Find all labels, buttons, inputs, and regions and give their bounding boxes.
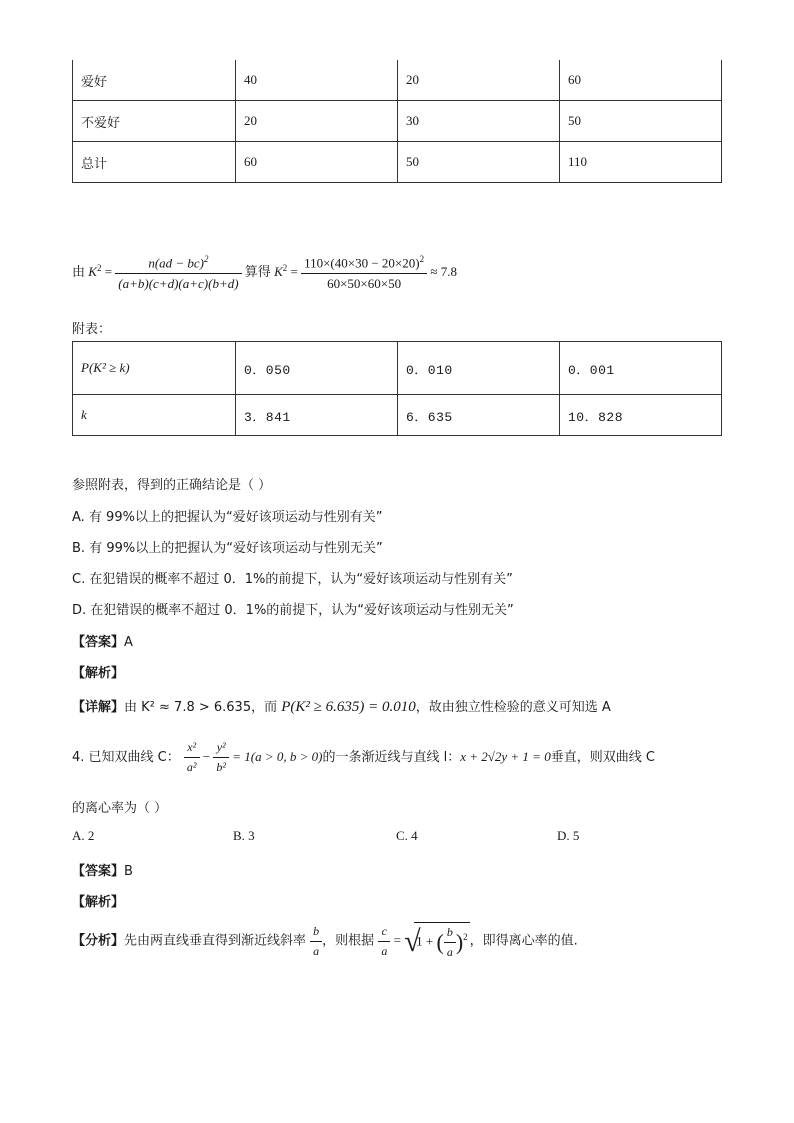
table-cell: 0．001 bbox=[560, 342, 722, 395]
table-cell: 0．010 bbox=[398, 342, 560, 395]
fenxi-line: 【分析】先由两直线垂直得到渐近线斜率 $\frac{b}{a}$ ，则根据 $\frac{c}{a}$ = √ 1 + ( $\frac{b}{a}$ )$^2$ ，即得离心率的值. bbox=[72, 922, 578, 960]
attachment-label: 附表： bbox=[72, 322, 112, 337]
b-over-a-fraction: $\frac{b}{a}$ bbox=[310, 924, 322, 959]
table-cell: 10．828 bbox=[560, 395, 722, 436]
k-symbol: K bbox=[88, 264, 97, 280]
table-row bbox=[73, 142, 722, 183]
option-c: C. 4 bbox=[396, 828, 418, 843]
table-cell: 50 bbox=[560, 101, 722, 142]
table-header-cell: P(K² ≥ k) bbox=[73, 342, 236, 395]
table-cell: 60 bbox=[560, 60, 722, 101]
option-a: A. 有 99%以上的把握认为“爱好该项运动与性别有关” bbox=[72, 510, 383, 525]
table-cell: 50 bbox=[398, 142, 560, 183]
probability-expression: P(K² ≥ 6.635) = 0.010 bbox=[281, 699, 416, 715]
answer-value: A bbox=[124, 635, 133, 650]
table-header-cell: k bbox=[73, 395, 236, 436]
table-cell: 0．050 bbox=[236, 342, 398, 395]
k-squared-formula: 由 $K^2$ = $\frac{n(ad - bc)^2}{(a+b)(c+d)(a+c)(b+d)}$ 算得 $K^2$ = $\frac{110\times(40\times 30 - 20\times 20)^2}{60\times 50\times 60\times 50}$ ≈ 7.8 bbox=[72, 254, 457, 292]
table-cell: 40 bbox=[236, 60, 398, 101]
c-over-a-fraction: $\frac{c}{a}$ bbox=[378, 924, 390, 959]
table-row bbox=[73, 60, 722, 101]
option-a: A. 2 bbox=[72, 828, 95, 843]
table-cell: 总计 bbox=[73, 142, 236, 183]
answer-value: B bbox=[124, 864, 133, 879]
detail-line: 【详解】由 K² ≈ 7.8 > 6.635，而 P(K² ≥ 6.635) = 0.010，故由独立性检验的意义可知选 A bbox=[72, 699, 611, 715]
table-row bbox=[73, 101, 722, 142]
question-stem: 参照附表，得到的正确结论是（ ） bbox=[72, 478, 272, 493]
y-squared-over-b-squared: $\frac{\text{y²}}{\text{b²}}$ bbox=[213, 740, 229, 775]
k-squared-calculation: $\frac{110\times(40\times 30 - 20\times 20)^2}{60\times 50\times 60\times 50}$ bbox=[301, 254, 427, 292]
table-cell: 60 bbox=[236, 142, 398, 183]
x-squared-over-a-squared: $\frac{\text{x²}}{\text{a²}}$ bbox=[184, 740, 200, 775]
option-b: B. 有 99%以上的把握认为“爱好该项运动与性别无关” bbox=[72, 541, 383, 556]
table-cell: 爱好 bbox=[73, 60, 236, 101]
option-c: C. 在犯错误的概率不超过 0．1%的前提下，认为“爱好该项运动与性别有关” bbox=[72, 572, 513, 587]
table-cell: 20 bbox=[236, 101, 398, 142]
table-cell: 不爱好 bbox=[73, 101, 236, 142]
table-cell: 3．841 bbox=[236, 395, 398, 436]
table-cell: 6．635 bbox=[398, 395, 560, 436]
table-cell: 30 bbox=[398, 101, 560, 142]
table-row bbox=[73, 342, 722, 395]
k-squared-fraction: $\frac{n(ad - bc)^2}{(a+b)(c+d)(a+c)(b+d)}$ bbox=[115, 254, 241, 292]
contingency-table bbox=[72, 60, 722, 183]
fenxi-tag: 【分析】 bbox=[72, 933, 125, 949]
answer-tag: 【答案】 bbox=[72, 635, 125, 650]
answer-line bbox=[72, 860, 133, 879]
answer-line bbox=[72, 631, 133, 650]
answer-tag: 【答案】 bbox=[72, 864, 125, 879]
table-cell: 20 bbox=[398, 60, 560, 101]
table-cell: 110 bbox=[560, 142, 722, 183]
critical-value-table bbox=[72, 341, 722, 436]
analysis-tag: 【解析】 bbox=[72, 895, 125, 910]
analysis-tag: 【解析】 bbox=[72, 666, 125, 681]
line-equation: x + 2√2y + 1 = 0 bbox=[460, 749, 551, 764]
option-b: B. 3 bbox=[233, 828, 255, 843]
table-row bbox=[73, 395, 722, 436]
hyperbola-condition: = 1(a > 0, b > 0) bbox=[228, 749, 323, 764]
question-4-stem: 4. 已知双曲线 C： $\frac{\text{x²}}{\text{a²}}$ − $\frac{\text{y²}}{\text{b²}}$ = 1(a > 0, b > 0)的一条渐近线与直线 l：x + 2√2y + 1 = 0垂直，则双曲线 C bbox=[72, 740, 655, 774]
option-d: D. 5 bbox=[557, 828, 580, 843]
eccentricity-root: √ 1 + ( $\frac{b}{a}$ )$^2$ bbox=[404, 922, 470, 960]
option-d: D. 在犯错误的概率不超过 0．1%的前提下，认为“爱好该项运动与性别无关” bbox=[72, 603, 514, 618]
question-number: 4. bbox=[72, 750, 85, 765]
question-4-stem-line2: 的离心率为（ ） bbox=[72, 801, 168, 816]
detail-tag: 【详解】 bbox=[72, 700, 125, 715]
k-squared-result: ≈ 7.8 bbox=[430, 264, 457, 280]
radical-sign: √ bbox=[404, 925, 421, 958]
